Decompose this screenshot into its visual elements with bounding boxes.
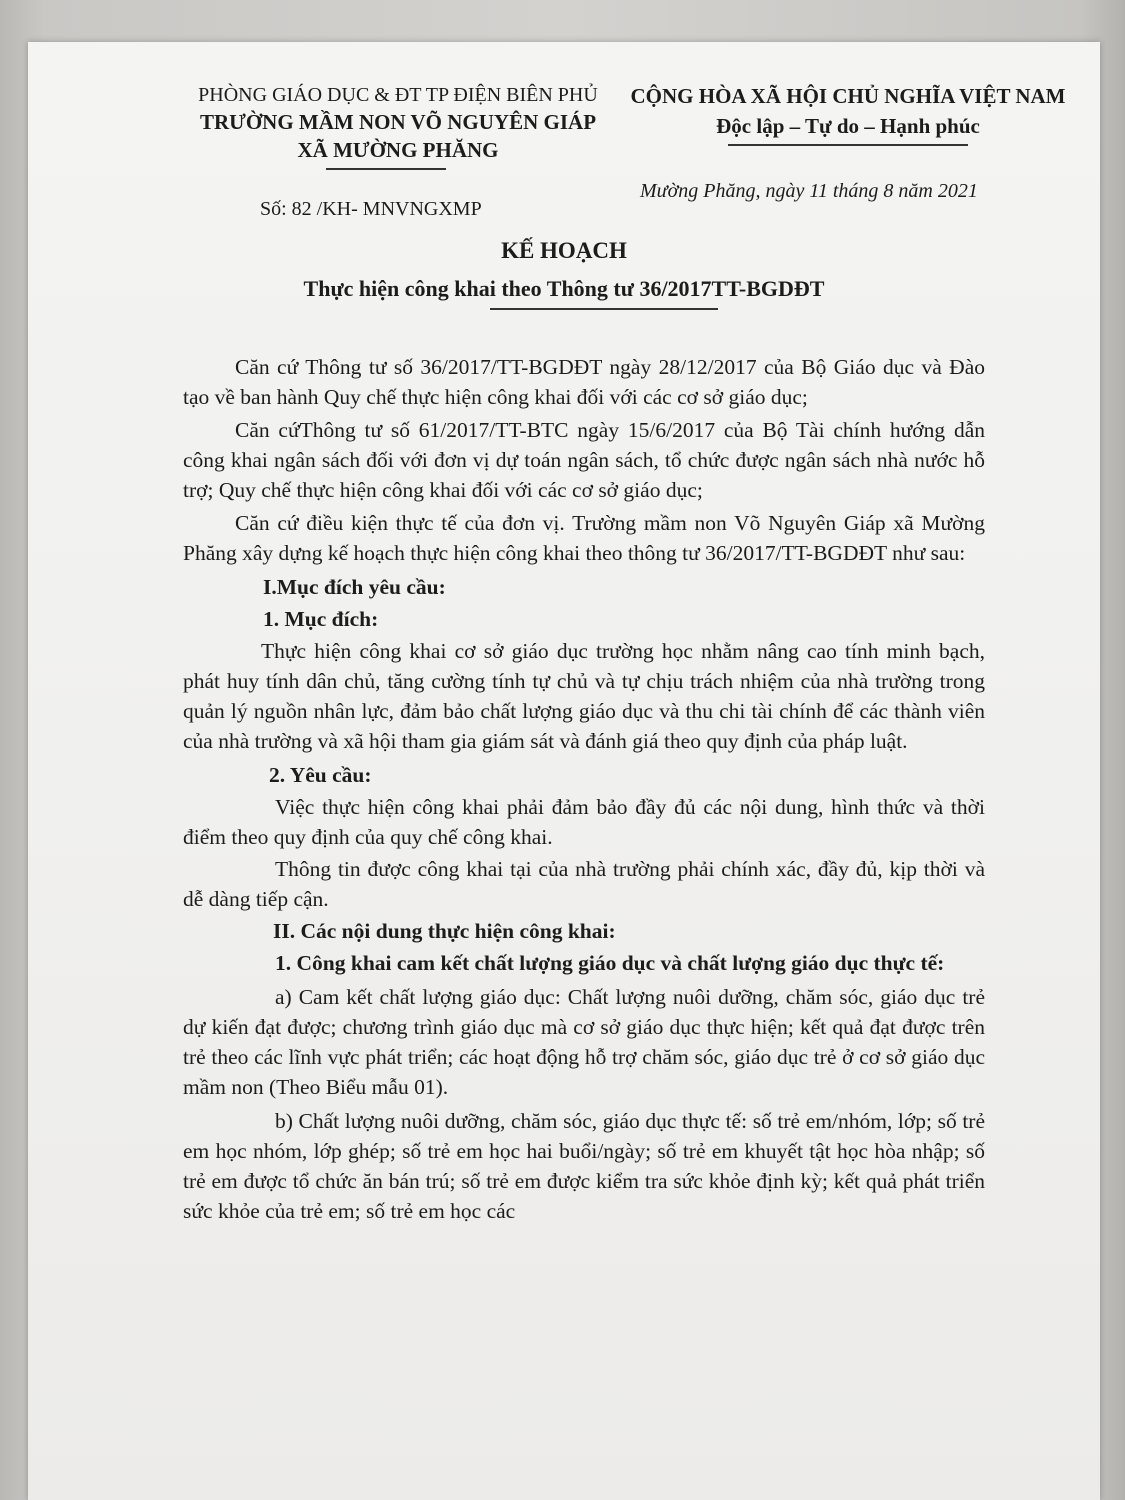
document-title: KẾ HOẠCH (501, 238, 627, 263)
document-number: Số: 82 /KH- MNVNGXMP (260, 198, 482, 220)
heading-section-1: I.Mục đích yêu cầu: (263, 575, 446, 599)
heading-quality-commitment: 1. Công khai cam kết chất lượng giáo dục và chất lượng giáo dục thực tế: (275, 951, 945, 975)
subtitle-underline (490, 308, 718, 310)
paragraph-basis-1: Căn cứ Thông tư số 36/2017/TT-BGDĐT ngày 28/12/2017 của Bộ Giáo dục và Đào tạo về ban hành Quy chế thực hiện công khai đối với các cơ sở giáo dục; (183, 355, 985, 409)
national-motto: Độc lập – Tự do – Hạnh phúc (716, 114, 980, 138)
paragraph-basis-2: Căn cứThông tư số 61/2017/TT-BTC ngày 15/6/2017 của Bộ Tài chính hướng dẫn công khai ngân sách đối với đơn vị dự toán ngân sách, tổ chức được ngân sách nhà nước hỗ trợ; Quy chế thực hiện công khai đối với các cơ sở giáo dục; (183, 418, 985, 502)
paragraph-item-a: a) Cam kết chất lượng giáo dục: Chất lượng nuôi dưỡng, chăm sóc, giáo dục trẻ dự kiến đạt được; chương trình giáo dục mà cơ sở giáo dục thực hiện; kết quả đạt được trên trẻ theo các lĩnh vực phát triển; các hoạt động hỗ trợ chăm sóc, giáo dục trẻ ở cơ sở giáo dục mầm non (Theo Biểu mẫu 01). (183, 985, 985, 1099)
national-title: CỘNG HÒA XÃ HỘI CHỦ NGHĨA VIỆT NAM (630, 84, 1066, 108)
heading-requirements: 2. Yêu cầu: (269, 763, 372, 787)
left-header-underline (326, 168, 446, 170)
document-body (183, 352, 985, 1226)
paragraph-basis-3: Căn cứ điều kiện thực tế của đơn vị. Trường mầm non Võ Nguyên Giáp xã Mường Phăng xây dựng kế hoạch thực hiện công khai theo thông tư 36/2017/TT-BGDĐT như sau: (183, 511, 985, 565)
document-subtitle: Thực hiện công khai theo Thông tư 36/2017TT-BGDĐT (303, 276, 825, 301)
document-page (28, 42, 1100, 1500)
paragraph-item-b: b) Chất lượng nuôi dưỡng, chăm sóc, giáo dục thực tế: số trẻ em/nhóm, lớp; số trẻ em học nhóm, lớp ghép; số trẻ em học hai buổi/ngày; số trẻ em khuyết tật học hòa nhập; số trẻ em được tổ chức ăn bán trú; số trẻ em được kiểm tra sức khỏe định kỳ; kết quả phát triển sức khỏe của trẻ em; số trẻ em học các (183, 1109, 985, 1223)
heading-purpose: 1. Mục đích: (263, 607, 379, 631)
paragraph-purpose: Thực hiện công khai cơ sở giáo dục trường học nhằm nâng cao tính minh bạch, phát huy tính dân chủ, tăng cường tính tự chủ và tự chịu trách nhiệm của nhà trường trong quản lý nguồn nhân lực, đảm bảo chất lượng giáo dục và thu chi tài chính để các thành viên của nhà trường và xã hội tham gia giám sát và đánh giá theo quy định của pháp luật. (183, 639, 985, 753)
right-header-underline (728, 144, 968, 146)
commune-name: XÃ MƯỜNG PHĂNG (297, 138, 499, 162)
document-date: Mường Phăng, ngày 11 tháng 8 năm 2021 (640, 180, 978, 202)
paragraph-requirement-1: Việc thực hiện công khai phải đảm bảo đầy đủ các nội dung, hình thức và thời điểm theo quy định của quy chế công khai. (183, 795, 985, 849)
heading-section-2: II. Các nội dung thực hiện công khai: (273, 919, 616, 943)
school-name: TRƯỜNG MẦM NON VÕ NGUYÊN GIÁP (199, 110, 597, 134)
paragraph-requirement-2: Thông tin được công khai tại của nhà trường phải chính xác, đầy đủ, kịp thời và dễ dàng tiếp cận. (183, 857, 985, 911)
agency-name: PHÒNG GIÁO DỤC & ĐT TP ĐIỆN BIÊN PHỦ (198, 84, 598, 106)
